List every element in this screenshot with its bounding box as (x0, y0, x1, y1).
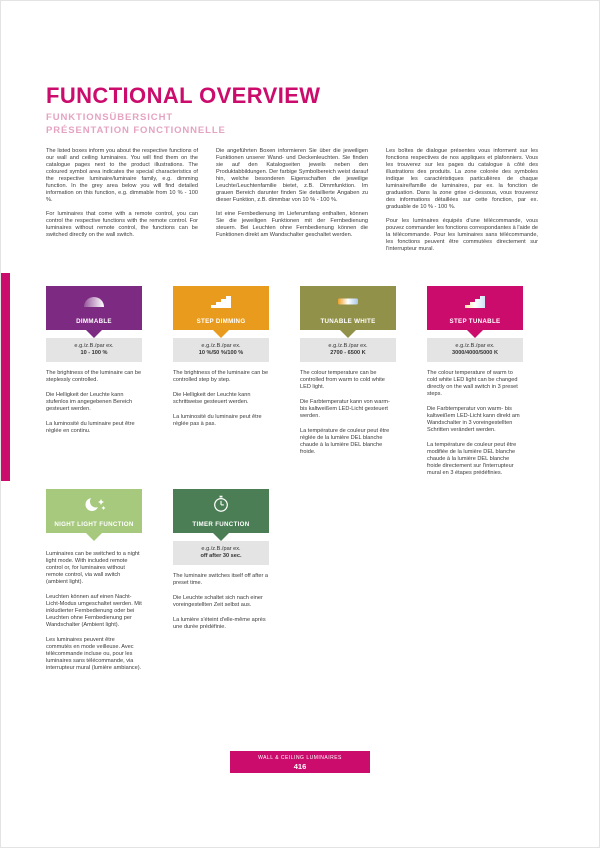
description-de: Die Leuchte schaltet sich nach einer voreingestellten Zeit selbst aus. (173, 595, 263, 608)
tunable-white-icon (336, 292, 360, 310)
description-de: Leuchten können auf einen Nacht-Licht-Modus umgeschaltet werden. Mit inkludierter Fernbedienung oder bei Leuchten ohne Fernbedienung per Wandschalter (Ambient light). (46, 594, 142, 628)
description-fr: La température de couleur peut être modifiée de la lumière DEL blanche chaude à la lumière DEL blanche froide directement sur l'interrupteur mural en 3 étapes prédéfinies. (427, 442, 517, 476)
description-de: Die Farbtemperatur kann von warm- bis kaltweißem LED-Licht gesteuert werden. (300, 399, 390, 419)
pointer-notch (467, 330, 483, 338)
function-box-header (300, 286, 396, 330)
description-fr: La luminosité du luminaire peut être réglée en continu. (46, 421, 135, 434)
function-box-dimmable (46, 286, 142, 477)
example-label: e.g./z.B./par ex. (455, 343, 495, 349)
intro-fr-paragraph-1: Les boîtes de dialogue présentes vous informent sur les fonctions respectives de nos appliques et plafonniers. Vous les trouverez sur les pages du catalogue à côté des illustrations des produits. La zone colorée des symboles indique les caractéristiques particulières de chaque luminaire/famille de luminaires, par ex. la fonction de graduation. Dans la zone grise ci-dessous, vous trouverez des informations détaillées sur cette fonction, par ex. graduable de 10 % - 100 %. (386, 148, 538, 210)
pointer-notch (213, 330, 229, 338)
pointer-notch (86, 330, 102, 338)
function-box-header (46, 489, 142, 533)
intro-column-de (216, 148, 368, 253)
timer-icon (212, 495, 230, 513)
moon-stars-icon (82, 495, 106, 513)
step-tunable-icon (463, 292, 487, 310)
description-de: Die Helligkeit der Leuchte kann schrittweise gesteuert werden. (173, 392, 251, 405)
example-value: off after 30 sec. (200, 553, 242, 559)
function-box-header (46, 286, 142, 330)
function-boxes-row-1 (46, 286, 523, 477)
example-value: 3000/4000/5000 K (451, 350, 499, 356)
page-header (46, 85, 320, 136)
example-box (173, 541, 269, 565)
intro-column-en (46, 148, 198, 253)
intro-de-paragraph-2: Ist eine Fernbedienung im Lieferumfang enthalten, können Sie die jeweiligen Funktionen mit der Fernbedienung steuern. Bei Leuchten ohne Fernbedienung können die Funktionen direkt am Wandschalter geschaltet werden. (216, 211, 368, 238)
example-label: e.g./z.B./par ex. (201, 546, 241, 552)
description-de: Die Helligkeit der Leuchte kann stufenlos im angegebenen Bereich gesteuert werden. (46, 392, 133, 412)
function-box-tunable-white (300, 286, 396, 477)
section-accent-stripe (1, 273, 10, 481)
intro-column-fr (386, 148, 538, 253)
description-en: The brightness of the luminaire can be steplessly controlled. (46, 370, 142, 383)
description-en: The colour temperature can be controlled from warm to cold white LED light. (300, 370, 385, 390)
function-box-title: TIMER FUNCTION (192, 521, 250, 528)
page-title: FUNCTIONAL OVERVIEW (46, 83, 321, 108)
function-box-step-tunable (427, 286, 523, 477)
function-box-title: STEP DIMMING (196, 318, 246, 325)
description-fr: La lumière s'éteint d'elle-même après une durée prédéfinie. (173, 617, 266, 630)
page-footer (230, 751, 370, 773)
description-de: Die Farbtemperatur von warm- bis kaltweißem LED-Licht kann direkt am Wandschalter in 3 voreingestellten Schritten verändert werden. (427, 406, 520, 433)
pointer-notch (86, 533, 102, 541)
function-boxes-row-2 (46, 489, 269, 672)
description-en: The colour temperature of warm to cold white LED light can be changed directly on the wall switch in 3 preset steps. (427, 370, 518, 397)
example-label: e.g./z.B./par ex. (328, 343, 368, 349)
intro-en-paragraph-1: The listed boxes inform you about the respective functions of our wall and ceiling luminaires. You will find them on the catalogue pages next to the product illustrations. The coloured symbol area indicates the special characteristics of the respective luminaire/luminaire family, e.g. dimming function. In the grey area below you will find detailed information on this function, e.g. dimmable from 10 % - 100 %. (46, 148, 198, 203)
intro-fr-paragraph-2: Pour les luminaires équipés d'une télécommande, vous pouvez commander les fonctions correspondantes à l'aide de la télécommande. Pour les luminaires sans télécommande, les fonctions peuvent être commutées directement sur l'interrupteur mural. (386, 218, 538, 252)
example-box (173, 338, 269, 362)
function-box-timer (173, 489, 269, 672)
function-box-step-dimming (173, 286, 269, 477)
function-box-title: DIMMABLE (76, 318, 112, 325)
function-box-title: NIGHT LIGHT FUNCTION (54, 521, 134, 528)
dimmer-icon (82, 292, 106, 310)
example-value: 10 - 100 % (80, 350, 108, 356)
function-box-night-light (46, 489, 142, 672)
function-box-title: TUNABLE WHITE (320, 318, 376, 325)
description-fr: Les luminaires peuvent être commutés en mode veilleuse. Avec télécommande incluse ou, pour les luminaires sans télécommande, via interrupteur mural (lumière ambiance). (46, 637, 142, 671)
example-value: 2700 - 6500 K (330, 350, 366, 356)
step-dimming-icon (209, 292, 233, 310)
example-label: e.g./z.B./par ex. (74, 343, 114, 349)
example-value: 10 %/50 %/100 % (198, 350, 244, 356)
function-box-title: STEP TUNABLE (449, 318, 501, 325)
pointer-notch (340, 330, 356, 338)
description-en: The brightness of the luminaire can be controlled step by step. (173, 370, 269, 383)
function-box-header (173, 489, 269, 533)
footer-page-number: 416 (293, 762, 307, 771)
page-subtitle-fr: PRÉSENTATION FONCTIONNELLE (46, 125, 226, 136)
intro-en-paragraph-2: For luminaires that come with a remote control, you can control the respective functions with the remote control. For luminaires without remote control, the functions can be switched directly on the wall switch. (46, 211, 198, 238)
pointer-notch (213, 533, 229, 541)
function-box-header (427, 286, 523, 330)
page-subtitle-de: FUNKTIONSÜBERSICHT (46, 112, 174, 123)
example-box (300, 338, 396, 362)
intro-section (46, 148, 538, 253)
footer-section-label: WALL & CEILING LUMINAIRES (258, 755, 342, 761)
example-box (46, 338, 142, 362)
intro-de-paragraph-1: Die angeführten Boxen informieren Sie über die jeweiligen Funktionen unserer Wand- und Deckenleuchten. Sie finden sie auf den Katalogseiten jeweils neben den Produktabbildungen. Der farbige Symbolbereich weist darauf hin, welche besonderen Eigenschaften die jeweilige Leuchte/Leuchtenfamilie bietet, z.B. Dimmfunktion. Im grauen Bereich darunter finden Sie detaillierte Angaben zu dieser Funktion, z.B. dimmbar von 10 % - 100 %. (216, 148, 368, 203)
description-fr: La température de couleur peut être réglée de la lumière DEL blanche chaude à la lumière DEL blanche froide. (300, 428, 390, 455)
description-en: The luminaire switches itself off after a preset time. (173, 573, 269, 586)
description-en: Luminaires can be switched to a night light mode. With included remote control or, for luminaires without remote control, via wall switch (ambient light). (46, 551, 140, 585)
description-fr: La luminosité du luminaire peut être réglée pas à pas. (173, 414, 262, 427)
example-label: e.g./z.B./par ex. (201, 343, 241, 349)
example-box (427, 338, 523, 362)
function-box-header (173, 286, 269, 330)
